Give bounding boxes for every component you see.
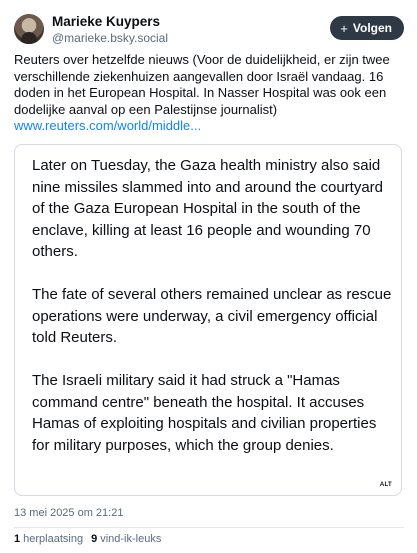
likes-count: 9 — [91, 533, 98, 545]
follow-button[interactable] — [330, 16, 404, 40]
plus-icon: + — [340, 20, 348, 36]
post-stats — [14, 533, 161, 545]
likes-label: vind-ik-leuks — [100, 533, 162, 545]
author-display-name[interactable]: Marieke Kuypers — [52, 14, 161, 29]
author-info[interactable] — [52, 13, 168, 46]
embed-paragraph: Later on Tuesday, the Gaza health ministry also said nine missiles slammed into and around the courtyard of the Gaza European Hospital in the south of the enclave, killing at least 16 people and wounding 70 others. — [32, 157, 384, 260]
avatar[interactable] — [14, 14, 44, 44]
post-timestamp[interactable]: 13 mei 2025 om 21:21 — [14, 507, 124, 519]
reposts-label: herplaatsing — [23, 533, 84, 545]
post-body: Reuters over hetzelfde nieuws (Voor de duidelijkheid, er zijn twee verschillende ziekenhuizen aangevallen door Israël vandaag. 16 doden in het European Hospital. In Nasser Hospital was ook een dodelijke aanval op een Palestijnse journalist) — [14, 52, 390, 117]
post-text — [14, 52, 406, 135]
reposts-stat[interactable] — [14, 533, 83, 545]
divider — [14, 527, 404, 528]
follow-button-label: Volgen — [352, 21, 392, 35]
author-handle[interactable]: @marieke.bsky.social — [52, 31, 168, 45]
embed-paragraph: The fate of several others remained unclear as rescue operations were underway, a civil emergency official told Reuters. — [32, 286, 392, 346]
post-header — [14, 12, 404, 48]
embed-text — [32, 155, 392, 478]
post-link[interactable]: www.reuters.com/world/middle... — [14, 118, 202, 133]
likes-stat[interactable] — [91, 533, 161, 545]
alt-badge[interactable]: ALT — [377, 481, 395, 489]
embed-paragraph: The Israeli military said it had struck a "Hamas command centre" beneath the hospital. It accuses Hamas of exploiting hospitals and civilian properties for military purposes, which the group denies. — [32, 372, 377, 454]
embedded-image[interactable] — [14, 144, 402, 496]
reposts-count: 1 — [14, 533, 21, 545]
